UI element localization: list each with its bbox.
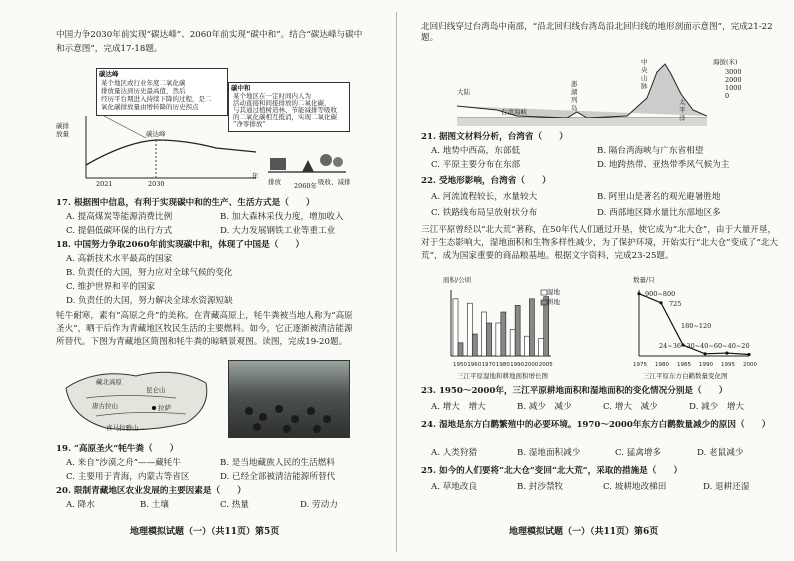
bar-湿地-2000 (524, 336, 529, 356)
q25-option-d: D. 退耕还湿 (703, 482, 750, 492)
stork-label-2: 725 (669, 300, 682, 308)
profile-label-mainland: 大陆 (457, 88, 470, 96)
neutral-box-line5: “净零排放” (233, 120, 266, 128)
x-tick-2021: 2021 (96, 180, 113, 188)
wetland-farmland-bar-chart (437, 284, 617, 370)
bar-x-tick: 1970 (481, 362, 496, 368)
q22-option-b: B. 阿里山是著名的观光避暑胜地 (597, 192, 721, 202)
q24-option-a: A. 人类狩猎 (431, 448, 478, 458)
q19-stem: 19. “高原圣火”牦牛粪（ ） (56, 444, 179, 454)
q23-option-d: D. 减少 增大 (689, 402, 745, 412)
taiwan-profile (457, 58, 707, 128)
line-x-tick: 2000 (743, 362, 757, 368)
q25-stem: 25. 如今的人们要将“北大仓”变回“北大荒”，采取的措施是（ ） (421, 466, 683, 476)
terrain-profile (457, 64, 707, 118)
q17-option-d: D. 大力发展钢铁工业等重工业 (220, 226, 336, 236)
q20-option-b: B. 土壤 (140, 500, 169, 510)
map-label-lhasa: 拉萨 (158, 404, 171, 412)
neutral-box-title: 碳中和 (231, 84, 251, 92)
q23-stem: 23. 1950～2000年，三江平原耕地面积和湿地面积的变化情况分别是（ ） (421, 386, 728, 396)
q19-option-b: B. 是当地藏族人民的生活燃料 (220, 458, 335, 468)
bar-x-tick: 1950 (453, 362, 467, 368)
q25-option-a: A. 草地改良 (431, 482, 478, 492)
q18-option-b: B. 负责任的大国，努力应对全球气候的变化 (66, 268, 233, 278)
q18-option-a: A. 高新技术水平最高的国家 (66, 254, 173, 264)
stork-point-1975 (637, 292, 640, 295)
q21-option-c: C. 平原主要分布在东部 (431, 160, 521, 170)
q18-option-c: C. 维护世界和平的国家 (66, 282, 156, 292)
lhasa-marker (152, 406, 156, 410)
q23-option-c: C. 增大 减少 (603, 402, 658, 412)
peak-pointer (104, 116, 146, 138)
q17-option-a: A. 提高煤炭等能源消费比例 (66, 212, 173, 222)
peak-box-line4: 氧化碳排放量由增转降的历史拐点 (101, 103, 199, 111)
intro-23-25: 三江平原曾经以“北大荒”著称，在50年代人们通过开垦，使它成为“北大仓”，由于大量开垦，对于生态影响大，湿地面积和生物多样性减少，为了保护环境，开始实行“北大仓”变成了“北大荒”，成为国家重要的商品粮基地。根据文字资料，完成23-25题。 (421, 225, 778, 261)
carbon-diagram (56, 60, 356, 190)
scale-2000: 2000 (725, 76, 742, 84)
qinghai-tibet-map (56, 358, 216, 438)
q18-stem: 18. 中国努力争取2060年前实现碳中和，体现了中国是（ ） (56, 240, 305, 250)
intro-17-18-line1: 中国力争2030年前实现“碳达峰”、2060年前实现“碳中和”。结合“碳达峰与碳中 (56, 30, 363, 40)
bar-x-tick: 1990 (510, 362, 525, 368)
intro-17-18-line2: 和示意图”，完成17-18题。 (56, 44, 163, 54)
map-label-himalaya: 喜马拉雅山 (106, 424, 139, 432)
diagram-curve-label: 碳达峰 (146, 130, 166, 138)
stork-label-3: 180~120 (681, 322, 712, 330)
line-x-tick: 1975 (633, 362, 647, 368)
legend-farmland: 耕地 (547, 298, 560, 306)
q19-option-c: C. 主要用于青海，内蒙古等省区 (66, 472, 190, 482)
bar-湿地-2005 (539, 338, 544, 356)
emission-curve (86, 140, 256, 165)
stork-point-1995 (725, 351, 728, 354)
q21-option-d: D. 地跨热带、亚热带季风气候为主 (597, 160, 730, 170)
line-chart-caption: 三江平原东方白鹳数量变化图 (643, 372, 728, 380)
yak-dung-photo (228, 360, 350, 438)
q21-stem: 21. 据图文材料分析，台湾省（ ） (421, 132, 568, 142)
plateau-outline (66, 372, 207, 429)
stork-point-2000 (747, 353, 750, 356)
line-x-tick: 1980 (655, 362, 669, 368)
q24-option-d: D. 老鼠减少 (697, 448, 744, 458)
neutral-box-line2: 活动直接和间接排放的二氧化碳， (233, 99, 331, 107)
q23-option-b: B. 减少 减少 (517, 402, 572, 412)
neutral-box-line1: 某个地区在一定时间内人为 (233, 92, 311, 100)
profile-label-strait: 台湾海峡 (501, 108, 527, 116)
bar-耕地-1990 (515, 305, 520, 356)
q20-stem: 20. 限制青藏地区农业发展的主要因素是（ ） (56, 486, 246, 496)
bar-耕地-1970 (487, 323, 492, 356)
tree-icon (320, 154, 332, 166)
q20-option-d: D. 劳动力 (300, 500, 338, 510)
profile-svg (457, 58, 707, 128)
bar-x-tick: 2005 (538, 362, 553, 368)
scale-pivot (302, 160, 314, 172)
q21-option-a: A. 地势中西高，东部低 (431, 146, 521, 156)
diagram-y-label: 碳排放量 (56, 122, 69, 138)
q17-stem: 17. 根据图中信息，有利于实现碳中和的生产、生活方式是（ ） (56, 198, 315, 208)
intro-19-20: 牦牛耐寒，素有“高原之舟”的美称。在青藏高原上，牦牛粪被当地人称为“高原圣火”，晒干后作为青藏地区牧民生活的主要燃料。如今，它正逐渐被清洁能源所替代。下图为青藏地区简图和牦牛粪的晾晒景观图。读图，完成19-20题。 (56, 311, 353, 347)
scale-3000: 3000 (725, 68, 742, 76)
profile-label-central-mts: 中央山脉 (641, 58, 648, 90)
neutral-box-line4: 的二氧化碳相互抵消，实现二氧化碳 (233, 113, 337, 121)
q25-option-c: C. 坡耕地改梯田 (603, 482, 667, 492)
map-label-kunlun: 昆仑山 (146, 386, 166, 394)
profile-scale (713, 58, 773, 118)
bar-chart-ylabel: 面积/公顷 (443, 276, 472, 284)
line-x-tick: 1985 (677, 362, 691, 368)
q20-option-a: A. 降水 (66, 500, 95, 510)
peak-box-title: 碳达峰 (99, 70, 119, 78)
stork-label-1: 900~800 (645, 290, 676, 298)
profile-label-penghu: 澎湖列岛 (571, 80, 578, 112)
x-tick-2030: 2030 (148, 180, 165, 188)
scale-left-label: 排放 (268, 178, 281, 186)
q24-stem: 24. 湿地是东方白鹳繁殖中的必要环境。1970～2000年东方白鹳数量减少的原因（ ） (421, 420, 771, 430)
bar-x-tick: 1980 (495, 362, 510, 368)
profile-scale-title: 海拔(米) (713, 58, 738, 66)
q24-option-b: B. 湿地面积减少 (517, 448, 581, 458)
map-label-tanggula: 唐古拉山 (92, 402, 118, 410)
q18-option-d: D. 负责任的大国，努力解决全球水资源短缺 (66, 296, 233, 306)
q25-option-b: B. 封沙禁牧 (517, 482, 564, 492)
right-page (397, 0, 794, 561)
q19-option-a: A. 来自“沙漠之舟”——藏牦牛 (66, 458, 181, 468)
sea-band (457, 118, 707, 126)
scale-year-label: 2060年 (294, 182, 318, 190)
bar-耕地-1980 (501, 312, 506, 356)
stork-point-1980 (659, 301, 662, 304)
q17-option-c: C. 提倡低碳环保的出行方式 (66, 226, 173, 236)
factory-icon (270, 158, 286, 170)
scale-1000: 1000 (725, 84, 742, 92)
bar-湿地-1990 (510, 330, 515, 356)
bar-湿地-1960 (467, 303, 472, 356)
legend-wetland: 湿地 (547, 288, 560, 296)
q20-option-c: C. 热量 (220, 500, 249, 510)
tree-icon-2 (333, 157, 343, 167)
bar-x-tick: 2000 (524, 362, 539, 368)
bar-湿地-1970 (482, 312, 487, 356)
line-x-tick: 1995 (721, 362, 735, 368)
profile-label-pacific: 太平洋 (679, 98, 686, 122)
scale-0: 0 (725, 92, 730, 100)
q24-option-c: C. 猛禽增多 (615, 448, 662, 458)
q22-option-d: D. 西部地区降水量比东部地区多 (597, 208, 721, 218)
peak-box-line1: 某个地区或行业年度二氧化碳 (101, 79, 186, 87)
q22-stem: 22. 受地形影响，台湾省（ ） (421, 176, 551, 186)
line-chart-ylabel: 数量/只 (633, 276, 655, 284)
bar-x-tick: 1960 (467, 362, 482, 368)
q22-option-a: A. 河流流程较长，水量较大 (431, 192, 538, 202)
q22-option-c: C. 铁路线布局呈放射状分布 (431, 208, 538, 218)
q23-option-a: A. 增大 增大 (431, 402, 486, 412)
left-footer: 地理模拟试题（一）（共11页）第5页 (130, 527, 280, 537)
peak-box-line2: 排放量达到历史最高值，然后 (101, 87, 186, 95)
carbon-curve-svg (56, 60, 356, 190)
neutral-box-line3: 与其通过植树造林、节能减排等吸收 (233, 106, 337, 114)
scale-right-label: 吸收、减排 (318, 178, 351, 186)
x-tick-year: 年 (252, 172, 259, 180)
line-x-tick: 1990 (699, 362, 713, 368)
bar-湿地-1950 (453, 299, 458, 356)
yak-dung-drying-svg (229, 361, 349, 437)
q19-option-d: D. 已经全部被清洁能源所替代 (220, 472, 336, 482)
stork-point-1990 (703, 352, 706, 355)
map-label-plateau: 藏北高原 (96, 378, 122, 386)
bar-耕地-1950 (458, 343, 463, 356)
peak-box-line3: 经历平台期进入持续下降的过程，是二 (101, 95, 212, 103)
bar-湿地-1980 (496, 323, 501, 356)
q17-option-b: B. 加大森林采伐力度，增加收入 (220, 212, 344, 222)
stork-label-4: 24~36~30~40~60~40~20 (659, 342, 750, 350)
bar-耕地-2000 (529, 299, 534, 356)
q21-option-b: B. 隔台湾海峡与广东省相望 (597, 146, 704, 156)
bar-耕地-1960 (472, 334, 477, 356)
bar-chart-caption: 三江平原湿地和耕地面积增长图 (457, 372, 548, 380)
intro-21-22: 北回归线穿过台湾岛中南部，“沿北回归线台湾岛沿北回归线的地形剖面示意图”，完成21-22题。 (421, 22, 773, 43)
right-footer: 地理模拟试题（一）（共11页）第6页 (509, 527, 659, 537)
